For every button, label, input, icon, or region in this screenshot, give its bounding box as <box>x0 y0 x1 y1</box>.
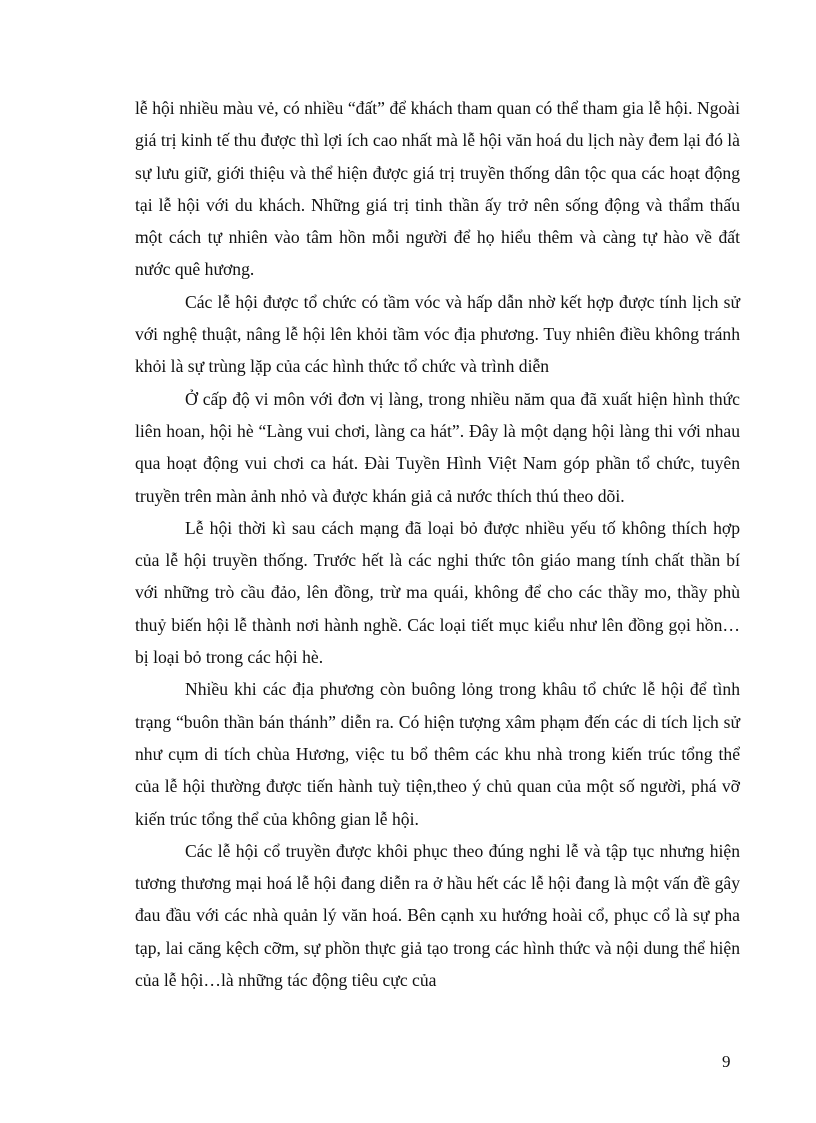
paragraph-continuation: lễ hội nhiều màu vẻ, có nhiều “đất” để khách tham quan có thể tham gia lễ hội. Ngoài giá trị kinh tế thu được thì lợi ích cao nhất mà lễ hội văn hoá du lịch này đem lại đó là sự lưu giữ, giới thiệu và thể hiện được giá trị truyền thống dân tộc qua các hoạt động tại lễ hội với du khách. Những giá trị tinh thần ấy trở nên sống động và thẩm thấu một cách tự nhiên vào tâm hồn mỗi người để họ hiểu thêm và càng tự hào về đất nước quê hương. <box>135 98 740 280</box>
paragraph-village-festival: Ở cấp độ vi môn với đơn vị làng, trong nhiều năm qua đã xuất hiện hình thức liên hoan, hội hè “Làng vui chơi, làng ca hát”. Đây là một dạng hội làng thi với nhau qua hoạt động vui chơi ca hát. Đài Tuyền Hình Việt Nam góp phần tổ chức, tuyên truyền trên màn ảnh nhỏ và được khán giả cả nước thích thú theo dõi. <box>135 388 740 506</box>
paragraph-post-revolution: Lễ hội thời kì sau cách mạng đã loại bỏ được nhiều yếu tố không thích hợp của lễ hội truyền thống. Trước hết là các nghi thức tôn giáo mang tính chất thần bí với những trò cầu đảo, lên đồng, trừ ma quái, không để cho các thầy mo, thầy phù thuỷ biến hội lễ thành nơi hành nghề. Các loại tiết mục kiểu như lên đồng gọi hồn…bị loại bỏ trong các hội hè. <box>135 517 740 668</box>
page-number: 9 <box>722 1052 731 1071</box>
paragraph-organization-issues: Nhiều khi các địa phương còn buông lỏng trong khâu tổ chức lễ hội để tình trạng “buôn thần bán thánh” diễn ra. Có hiện tượng xâm phạm đến các di tích lịch sử như cụm di tích chùa Hương, việc tu bổ thêm các khu nhà trong kiến trúc tổng thể của lễ hội thường được tiến hành tuỳ tiện,theo ý chủ quan của một số người, phá vỡ kiến trúc tổng thể của không gian lễ hội. <box>135 679 740 829</box>
paragraph-festival-scale: Các lễ hội được tổ chức có tầm vóc và hấp dẫn nhờ kết hợp được tính lịch sử với nghệ thuật, nâng lễ hội lên khỏi tầm vóc địa phương. Tuy nhiên điều không tránh khỏi là sự trùng lặp của các hình thức tổ chức và trình diễn <box>135 291 740 377</box>
paragraph-commercialization: Các lễ hội cổ truyền được khôi phục theo đúng nghi lễ và tập tục nhưng hiện tương thương mại hoá lễ hội đang diễn ra ở hầu hết các lễ hội đang là một vấn đề gây đau đầu với các nhà quản lý văn hoá. Bên cạnh xu hướng hoài cổ, phục cổ là sự pha tạp, lai căng kệch cỡm, sự phồn thực giả tạo trong các hình thức và nội dung thể hiện của lễ hội…là những tác động tiêu cực của <box>135 840 740 991</box>
page-body <box>135 92 740 996</box>
